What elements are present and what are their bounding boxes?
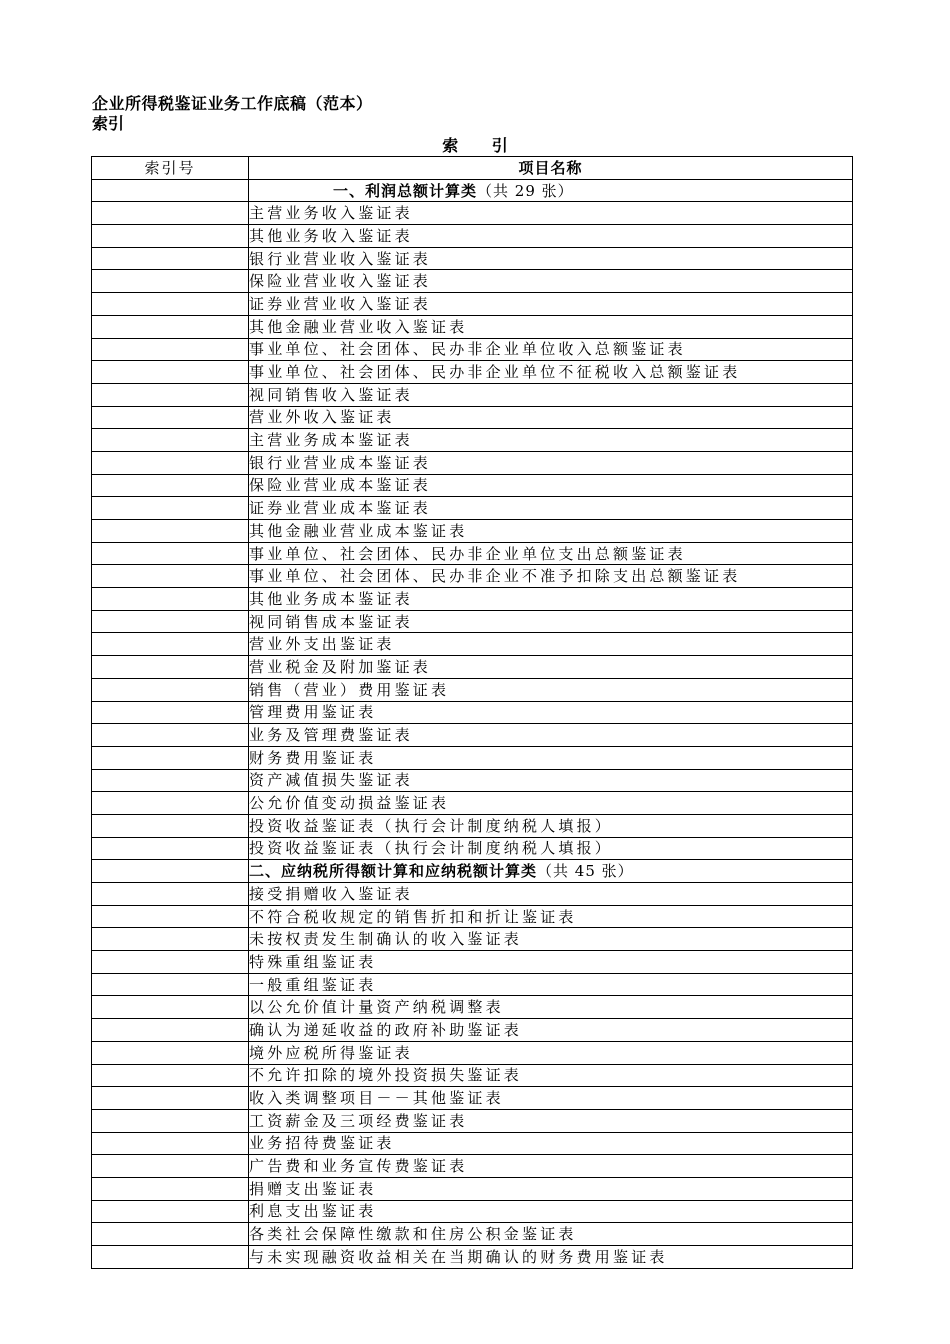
index-number-cell <box>92 610 249 633</box>
project-name-cell: 事业单位、社会团体、民办非企业单位不征税收入总额鉴证表 <box>249 361 853 384</box>
table-row <box>92 293 853 316</box>
index-number-cell <box>92 928 249 951</box>
index-number-cell <box>92 361 249 384</box>
project-name-cell: 资产减值损失鉴证表 <box>249 769 853 792</box>
index-number-cell <box>92 429 249 452</box>
index-number-cell <box>92 225 249 248</box>
category-count: （共 45 张） <box>537 862 634 881</box>
project-name-cell: 捐赠支出鉴证表 <box>249 1177 853 1200</box>
index-number-cell <box>92 724 249 747</box>
index-number-cell <box>92 247 249 270</box>
project-name-cell: 不允许扣除的境外投资损失鉴证表 <box>249 1064 853 1087</box>
project-name-cell: 主营业务成本鉴证表 <box>249 429 853 452</box>
index-number-cell <box>92 656 249 679</box>
index-table-body <box>92 157 853 1269</box>
table-row <box>92 1064 853 1087</box>
project-name-cell: 营业外收入鉴证表 <box>249 406 853 429</box>
table-row <box>92 746 853 769</box>
project-name-cell: 境外应税所得鉴证表 <box>249 1041 853 1064</box>
header-index-number: 索引号 <box>92 157 249 180</box>
category-index-cell <box>92 179 249 202</box>
project-name-cell: 各类社会保障性缴款和住房公积金鉴证表 <box>249 1223 853 1246</box>
project-name-cell: 银行业营业收入鉴证表 <box>249 247 853 270</box>
project-name-cell: 利息支出鉴证表 <box>249 1200 853 1223</box>
table-row <box>92 1177 853 1200</box>
project-name-cell: 业务招待费鉴证表 <box>249 1132 853 1155</box>
index-number-cell <box>92 883 249 906</box>
index-number-cell <box>92 497 249 520</box>
section-label: 索引 <box>92 114 125 133</box>
index-number-cell <box>92 1177 249 1200</box>
project-name-cell: 视同销售成本鉴证表 <box>249 610 853 633</box>
table-row <box>92 1087 853 1110</box>
index-number-cell <box>92 1041 249 1064</box>
table-row <box>92 1132 853 1155</box>
project-name-cell: 销售（营业）费用鉴证表 <box>249 678 853 701</box>
category-index-cell <box>92 860 249 883</box>
index-number-cell <box>92 315 249 338</box>
index-number-cell <box>92 1064 249 1087</box>
table-row <box>92 792 853 815</box>
index-number-cell <box>92 1087 249 1110</box>
table-row <box>92 1246 853 1269</box>
table-row <box>92 406 853 429</box>
project-name-cell: 其他业务收入鉴证表 <box>249 225 853 248</box>
project-name-cell: 广告费和业务宣传费鉴证表 <box>249 1155 853 1178</box>
project-name-cell: 其他金融业营业收入鉴证表 <box>249 315 853 338</box>
project-name-cell: 公允价值变动损益鉴证表 <box>249 792 853 815</box>
table-header-row <box>92 157 853 180</box>
table-row <box>92 973 853 996</box>
index-number-cell <box>92 792 249 815</box>
project-name-cell: 工资薪金及三项经费鉴证表 <box>249 1109 853 1132</box>
table-row <box>92 474 853 497</box>
index-number-cell <box>92 1132 249 1155</box>
index-number-cell <box>92 338 249 361</box>
index-number-cell <box>92 746 249 769</box>
index-number-cell <box>92 633 249 656</box>
project-name-cell: 财务费用鉴证表 <box>249 746 853 769</box>
index-number-cell <box>92 951 249 974</box>
project-name-cell: 未按权责发生制确认的收入鉴证表 <box>249 928 853 951</box>
project-name-cell: 收入类调整项目－－其他鉴证表 <box>249 1087 853 1110</box>
category-count: （共 29 张） <box>477 181 574 200</box>
table-row <box>92 247 853 270</box>
index-number-cell <box>92 202 249 225</box>
index-number-cell <box>92 293 249 316</box>
table-row <box>92 701 853 724</box>
category-heading <box>249 860 853 883</box>
index-number-cell <box>92 1155 249 1178</box>
table-row <box>92 1155 853 1178</box>
project-name-cell: 接受捐赠收入鉴证表 <box>249 883 853 906</box>
project-name-cell: 保险业营业收入鉴证表 <box>249 270 853 293</box>
table-row <box>92 1109 853 1132</box>
project-name-cell: 一般重组鉴证表 <box>249 973 853 996</box>
table-row <box>92 497 853 520</box>
table-row <box>92 429 853 452</box>
index-number-cell <box>92 678 249 701</box>
table-row <box>92 769 853 792</box>
table-row <box>92 610 853 633</box>
project-name-cell: 保险业营业成本鉴证表 <box>249 474 853 497</box>
project-name-cell: 事业单位、社会团体、民办非企业单位支出总额鉴证表 <box>249 542 853 565</box>
index-number-cell <box>92 996 249 1019</box>
project-name-cell: 不符合税收规定的销售折扣和折让鉴证表 <box>249 905 853 928</box>
document-title: 企业所得税鉴证业务工作底稿（范本） <box>92 94 373 113</box>
project-name-cell: 其他金融业营业成本鉴证表 <box>249 520 853 543</box>
table-row <box>92 542 853 565</box>
project-name-cell: 营业外支出鉴证表 <box>249 633 853 656</box>
table-row <box>92 565 853 588</box>
table-row <box>92 905 853 928</box>
project-name-cell: 其他业务成本鉴证表 <box>249 588 853 611</box>
project-name-cell: 事业单位、社会团体、民办非企业不准予扣除支出总额鉴证表 <box>249 565 853 588</box>
project-name-cell: 投资收益鉴证表（执行会计制度纳税人填报） <box>249 814 853 837</box>
table-row <box>92 656 853 679</box>
project-name-cell: 证券业营业收入鉴证表 <box>249 293 853 316</box>
table-row <box>92 315 853 338</box>
project-name-cell: 投资收益鉴证表（执行会计制度纳税人填报） <box>249 837 853 860</box>
project-name-cell: 证券业营业成本鉴证表 <box>249 497 853 520</box>
table-row <box>92 1019 853 1042</box>
project-name-cell: 与未实现融资收益相关在当期确认的财务费用鉴证表 <box>249 1246 853 1269</box>
table-row <box>92 883 853 906</box>
index-number-cell <box>92 270 249 293</box>
table-row <box>92 451 853 474</box>
index-number-cell <box>92 814 249 837</box>
index-number-cell <box>92 905 249 928</box>
index-number-cell <box>92 1019 249 1042</box>
project-name-cell: 银行业营业成本鉴证表 <box>249 451 853 474</box>
index-number-cell <box>92 701 249 724</box>
table-row <box>92 270 853 293</box>
table-row <box>92 837 853 860</box>
table-row <box>92 1223 853 1246</box>
category-title: 二、应纳税所得额计算和应纳税额计算类 <box>249 862 538 881</box>
table-row <box>92 202 853 225</box>
table-row <box>92 520 853 543</box>
table-row <box>92 633 853 656</box>
category-heading <box>249 179 853 202</box>
table-row <box>92 1041 853 1064</box>
project-name-cell: 主营业务收入鉴证表 <box>249 202 853 225</box>
table-row <box>92 338 853 361</box>
table-row <box>92 928 853 951</box>
table-row <box>92 951 853 974</box>
index-number-cell <box>92 565 249 588</box>
index-number-cell <box>92 1200 249 1223</box>
project-name-cell: 业务及管理费鉴证表 <box>249 724 853 747</box>
index-number-cell <box>92 973 249 996</box>
category-title: 一、利润总额计算类 <box>333 181 478 200</box>
table-row <box>92 724 853 747</box>
project-name-cell: 营业税金及附加鉴证表 <box>249 656 853 679</box>
index-number-cell <box>92 588 249 611</box>
project-name-cell: 视同销售收入鉴证表 <box>249 383 853 406</box>
project-name-cell: 特殊重组鉴证表 <box>249 951 853 974</box>
index-number-cell <box>92 474 249 497</box>
index-number-cell <box>92 769 249 792</box>
project-name-cell: 以公允价值计量资产纳税调整表 <box>249 996 853 1019</box>
table-row <box>92 225 853 248</box>
table-row <box>92 1200 853 1223</box>
index-number-cell <box>92 520 249 543</box>
table-row <box>92 678 853 701</box>
index-number-cell <box>92 406 249 429</box>
project-name-cell: 确认为递延收益的政府补助鉴证表 <box>249 1019 853 1042</box>
project-name-cell: 管理费用鉴证表 <box>249 701 853 724</box>
index-number-cell <box>92 837 249 860</box>
index-number-cell <box>92 451 249 474</box>
table-row <box>92 383 853 406</box>
table-row <box>92 588 853 611</box>
index-table <box>91 156 853 1269</box>
index-number-cell <box>92 1109 249 1132</box>
index-number-cell <box>92 383 249 406</box>
category-row <box>92 860 853 883</box>
index-number-cell <box>92 1246 249 1269</box>
table-row <box>92 361 853 384</box>
project-name-cell: 事业单位、社会团体、民办非企业单位收入总额鉴证表 <box>249 338 853 361</box>
table-row <box>92 814 853 837</box>
table-caption: 索 引 <box>442 136 522 155</box>
index-number-cell <box>92 1223 249 1246</box>
index-number-cell <box>92 542 249 565</box>
table-row <box>92 996 853 1019</box>
category-row <box>92 179 853 202</box>
header-project-name: 项目名称 <box>249 157 853 180</box>
